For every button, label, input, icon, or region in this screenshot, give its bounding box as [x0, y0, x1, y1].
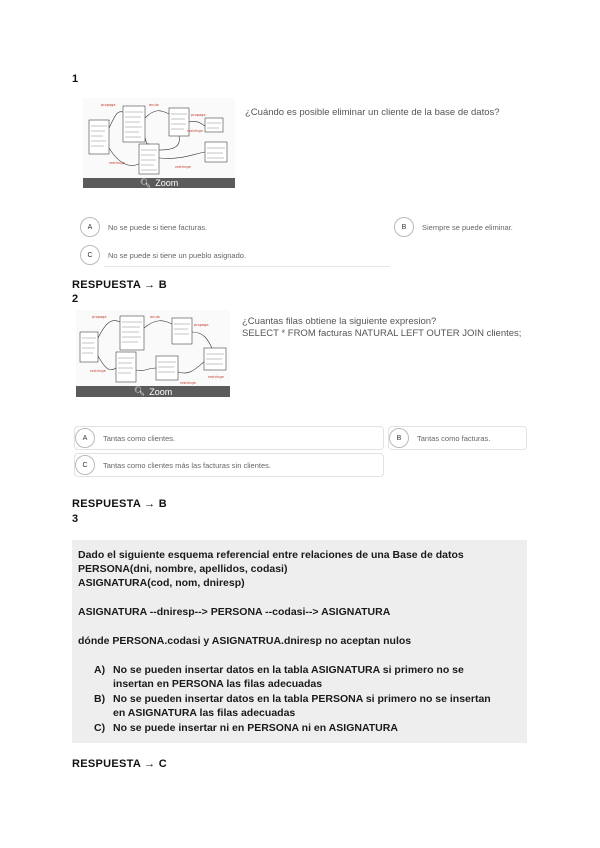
svg-text:restringe: restringe — [208, 375, 224, 379]
q3-option-b-label: B) — [94, 693, 106, 705]
q2-schema-diagram-drawing — [76, 310, 230, 386]
q2-zoom-label: Zoom — [149, 386, 173, 397]
svg-text:restringe: restringe — [175, 165, 191, 169]
q3-line-asignatura: ASIGNATURA(cod, nom, dniresp) — [78, 577, 245, 589]
magnifier-icon: 🔍︎ — [133, 386, 146, 396]
q1-option-a[interactable] — [80, 217, 207, 237]
option-b-circle: B — [389, 428, 409, 448]
svg-text:restringe: restringe — [109, 161, 125, 165]
q1-option-b-text: Siempre se puede eliminar. — [422, 222, 513, 232]
q3-option-c-label: C) — [94, 722, 106, 734]
svg-text:anula: anula — [149, 103, 159, 107]
q3-option-a-label: A) — [94, 664, 106, 676]
q3-line-intro: Dado el siguiente esquema referencial entre relaciones de una Base de datos — [78, 549, 464, 561]
q3-line-constraint: dónde PERSONA.codasi y ASIGNATRUA.dniresp no aceptan nulos — [78, 635, 412, 647]
q3-option-a-line-2: insertan en PERSONA las filas adecuadas — [113, 678, 323, 690]
q3-option-b-line-1: No se pueden insertar datos en la tabla PERSONA si primero no se insertan — [113, 693, 491, 705]
q1-option-a-text: No se puede si tiene facturas. — [108, 222, 208, 232]
svg-text:restringe: restringe — [90, 369, 106, 373]
q1-option-b[interactable] — [394, 217, 513, 237]
q1-schema-diagram[interactable] — [83, 98, 235, 178]
q1-schema-diagram-drawing — [83, 98, 235, 178]
question-2-number: 2 — [72, 293, 79, 305]
q2-zoom-button[interactable] — [76, 386, 230, 397]
q2-question-line-1: ¿Cuantas filas obtiene la siguiente expresion? — [242, 316, 437, 327]
q2-option-a-text: Tantas como clientes. — [103, 433, 176, 443]
svg-text:propaga: propaga — [101, 103, 116, 107]
q1-question-text: ¿Cuándo es posible eliminar un cliente de la base de datos? — [245, 107, 500, 118]
q1-zoom-label: Zoom — [155, 178, 179, 188]
option-a-circle: A — [75, 428, 95, 448]
q1-option-divider — [104, 266, 390, 267]
q3-line-schema: ASIGNATURA --dniresp--> PERSONA --codasi--> ASIGNATURA — [78, 606, 391, 618]
option-c-circle: C — [80, 245, 100, 265]
option-b-circle: B — [394, 217, 414, 237]
question-3-number: 3 — [72, 513, 79, 525]
svg-text:restringe: restringe — [187, 129, 203, 133]
svg-text:propaga: propaga — [92, 315, 107, 319]
q1-option-c-text: No se puede si tiene un pueblo asignado. — [108, 250, 247, 260]
q3-question-panel — [72, 540, 527, 743]
svg-text:propaga: propaga — [194, 323, 209, 327]
q2-answer: RESPUESTA → B — [72, 498, 167, 510]
svg-text:propaga: propaga — [191, 113, 206, 117]
q2-option-a[interactable] — [75, 428, 175, 448]
q1-zoom-button[interactable] — [83, 178, 235, 188]
q2-option-c[interactable] — [75, 455, 271, 475]
svg-text:anula: anula — [150, 315, 160, 319]
q3-option-c-line-1: No se puede insertar ni en PERSONA ni en ASIGNATURA — [113, 722, 398, 734]
q2-question-line-2: SELECT * FROM facturas NATURAL LEFT OUTER JOIN clientes; — [242, 328, 522, 339]
q3-option-a-line-1: No se pueden insertar datos en la tabla ASIGNATURA si primero no se — [113, 664, 464, 676]
option-a-circle: A — [80, 217, 100, 237]
svg-text:restringe: restringe — [180, 381, 196, 385]
q2-option-c-text: Tantas como clientes más las facturas sin clientes. — [103, 460, 271, 470]
q1-answer: RESPUESTA → B — [72, 279, 167, 291]
q1-option-c[interactable] — [80, 245, 246, 265]
q2-option-b-text: Tantas como facturas. — [417, 433, 491, 443]
option-c-circle: C — [75, 455, 95, 475]
q3-answer: RESPUESTA → C — [72, 758, 167, 770]
question-1-number: 1 — [72, 73, 79, 85]
q2-option-b[interactable] — [389, 428, 490, 448]
magnifier-icon: 🔍︎ — [139, 177, 152, 188]
q3-option-b-line-2: en ASIGNATURA las filas adecuadas — [113, 707, 296, 719]
q2-schema-diagram[interactable] — [76, 310, 230, 386]
q3-line-persona: PERSONA(dni, nombre, apellidos, codasi) — [78, 563, 288, 575]
